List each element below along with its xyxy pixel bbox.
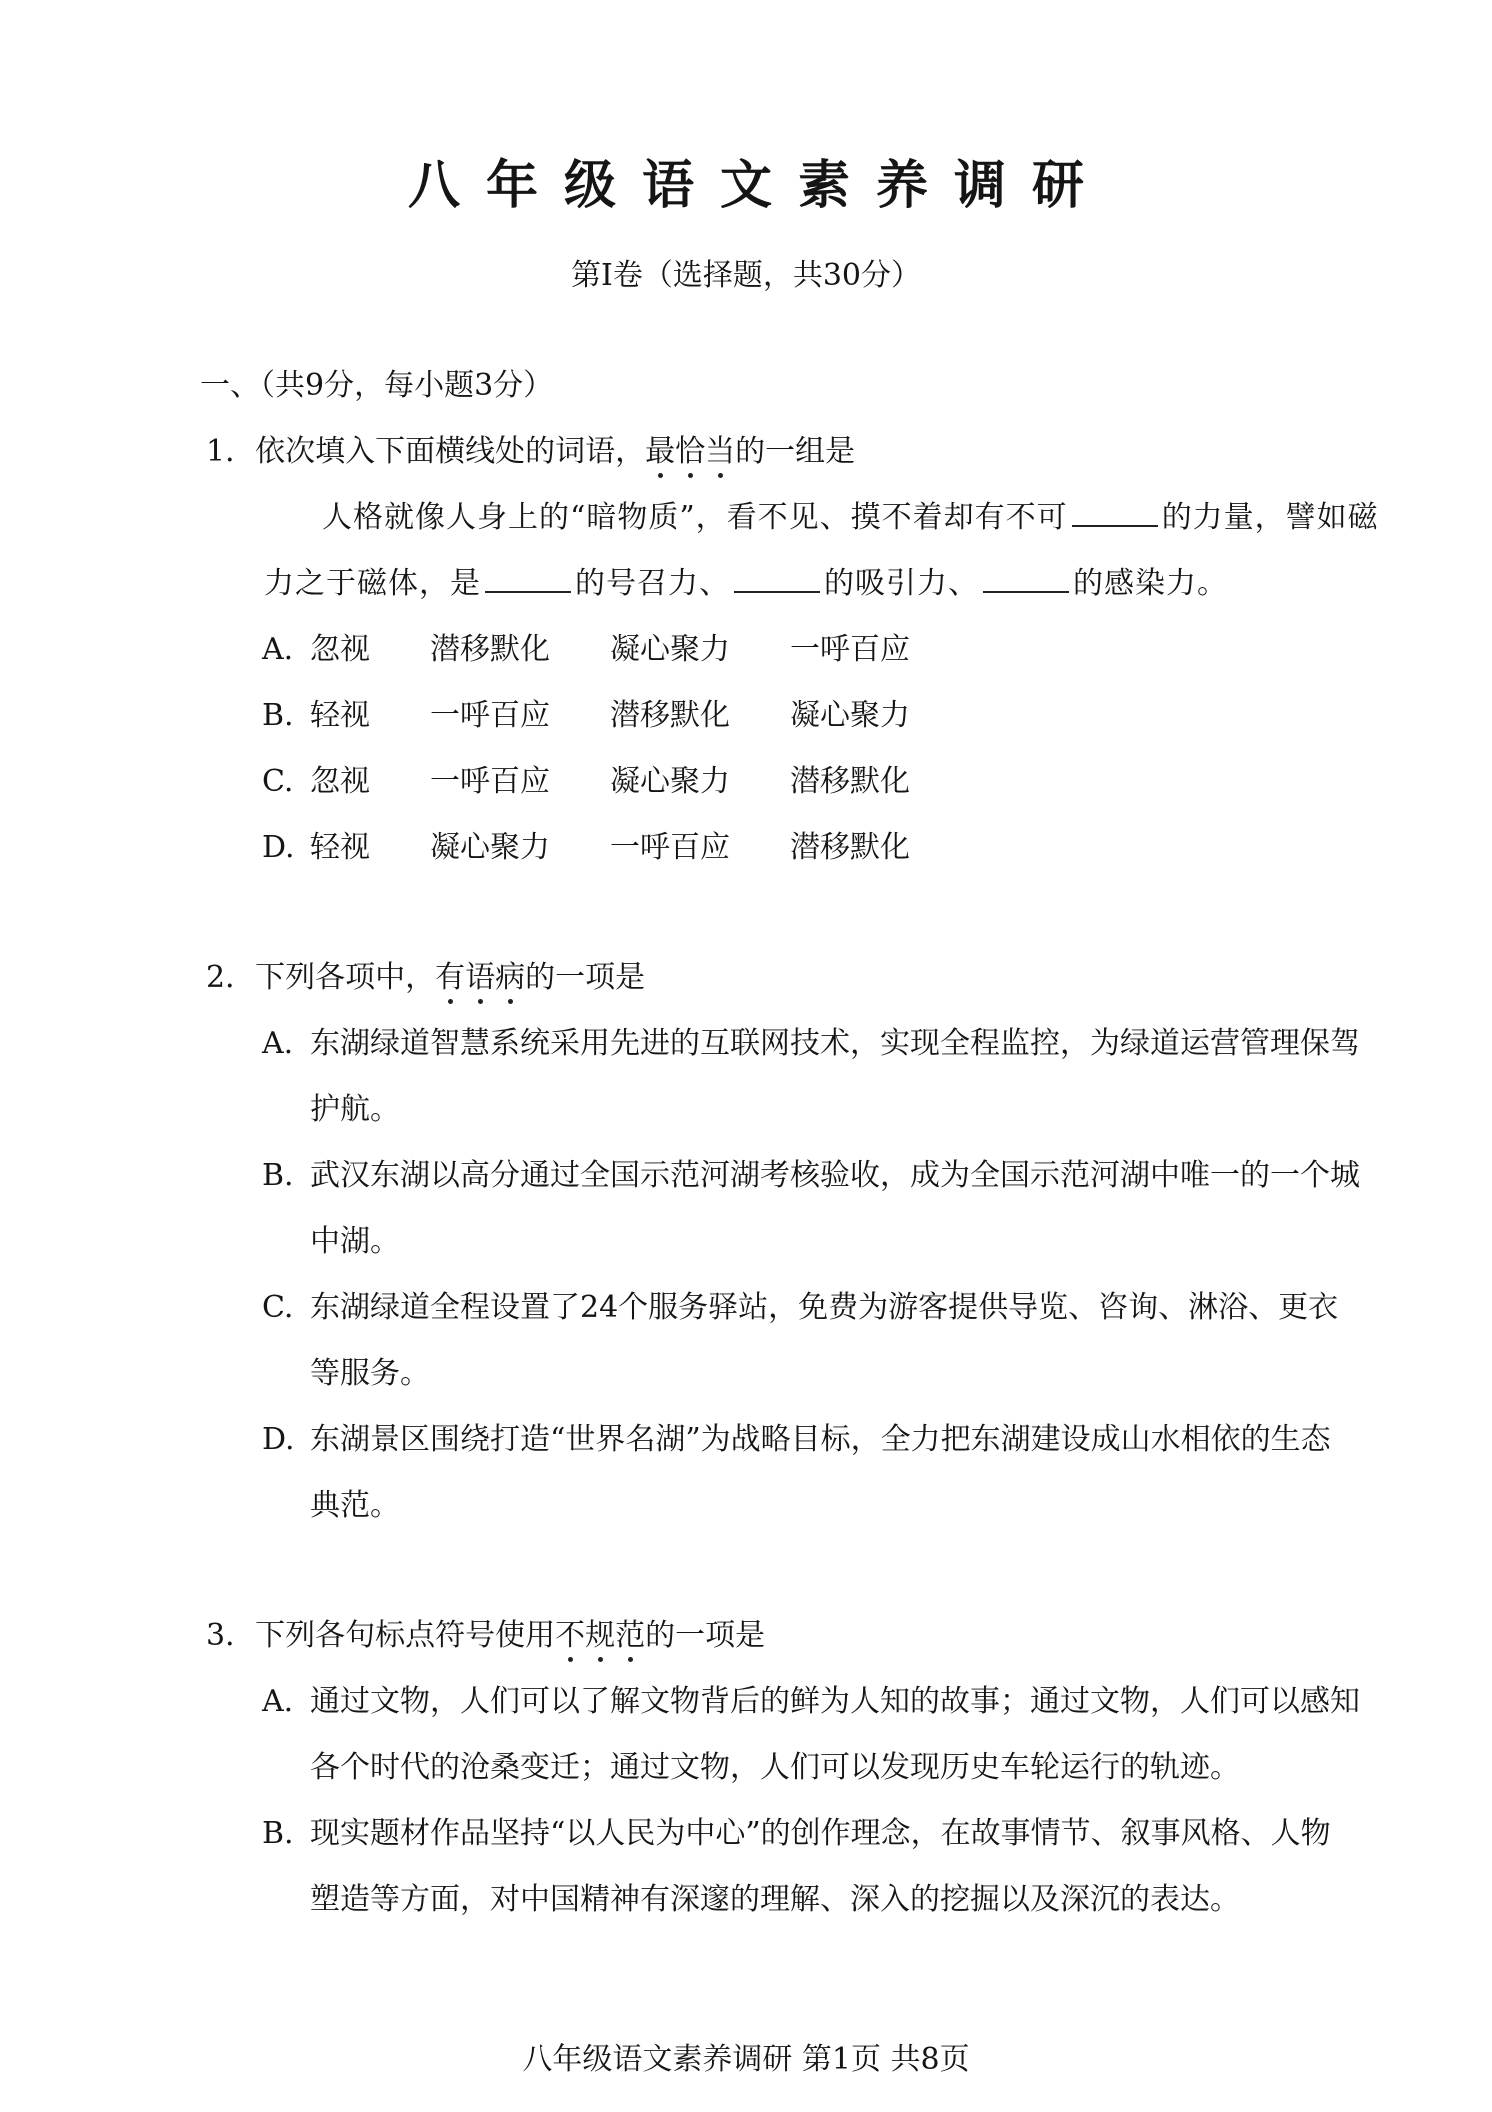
option-label: C. — [262, 1290, 294, 1325]
option-word: 潜移默化 — [790, 764, 910, 799]
option-line: 护航。 — [310, 1092, 400, 1127]
option-text: 东湖绿道智慧系统采用先进的互联网技术，实现全程监控，为绿道运营管理保驾 — [310, 1026, 1360, 1061]
option-row — [262, 762, 970, 802]
emphasis-char: 语 — [465, 960, 496, 995]
option-line: 典范。 — [310, 1488, 400, 1523]
option-line: 等服务。 — [310, 1356, 430, 1391]
option-word: 忽视 — [310, 632, 370, 667]
fill-blank — [983, 565, 1069, 593]
emphasis-char: 有 — [435, 960, 466, 995]
question-1-passage-line-2: 力之于磁体，是 的号召力、 的吸引力、 的感染力。 — [264, 566, 1228, 601]
option-label: D. — [262, 1422, 295, 1457]
option-line — [262, 1288, 1338, 1328]
option-word: 凝心聚力 — [790, 698, 910, 733]
option-word: 一呼百应 — [610, 830, 730, 865]
question-1-stem: 1．依次填入下面横线处的词语，最恰当的一组是 — [206, 434, 856, 469]
question-3-stem: 3．下列各句标点符号使用不规范的一项是 — [206, 1618, 766, 1653]
question-number: 1． — [206, 434, 256, 469]
option-word: 潜移默化 — [610, 698, 730, 733]
option-line — [262, 1420, 1331, 1460]
question-2-stem: 2．下列各项中，有语病的一项是 — [206, 960, 646, 995]
option-line: 塑造等方面，对中国精神有深邃的理解、深入的挖掘以及深沉的表达。 — [310, 1882, 1240, 1917]
section-heading: 一、（共9分，每小题3分） — [200, 368, 554, 403]
emphasis-char: 范 — [615, 1618, 646, 1653]
option-label: B. — [262, 1816, 294, 1851]
option-word: 凝心聚力 — [610, 632, 730, 667]
fill-blank — [485, 565, 571, 593]
option-line: 中湖。 — [310, 1224, 400, 1259]
option-label: A. — [262, 1684, 294, 1719]
emphasis-char: 当 — [705, 434, 736, 469]
fill-blank — [734, 565, 820, 593]
emphasis-char: 恰 — [675, 434, 706, 469]
question-1-passage-line-1: 人格就像人身上的“暗物质”，看不见、摸不着却有不可 的力量，譬如磁 — [322, 500, 1379, 535]
option-row — [262, 630, 970, 670]
option-word: 一呼百应 — [430, 698, 550, 733]
option-text: 现实题材作品坚持“以人民为中心”的创作理念，在故事情节、叙事风格、人物 — [310, 1816, 1331, 1851]
option-word: 一呼百应 — [790, 632, 910, 667]
option-text: 武汉东湖以高分通过全国示范河湖考核验收，成为全国示范河湖中唯一的一个城 — [310, 1158, 1360, 1193]
option-label: A. — [262, 632, 294, 667]
option-label: A. — [262, 1026, 294, 1061]
question-number: 2． — [206, 960, 256, 995]
option-word: 轻视 — [310, 698, 370, 733]
option-line — [262, 1156, 1360, 1196]
emphasis-char: 最 — [645, 434, 676, 469]
emphasis-char: 规 — [585, 1618, 616, 1653]
option-line: 各个时代的沧桑变迁；通过文物，人们可以发现历史车轮运行的轨迹。 — [310, 1750, 1240, 1785]
option-label: B. — [262, 1158, 294, 1193]
exam-subtitle: 第Ⅰ卷（选择题，共30分） — [570, 258, 922, 293]
option-line — [262, 1682, 1360, 1722]
option-text: 东湖景区围绕打造“世界名湖”为战略目标，全力把东湖建设成山水相依的生态 — [310, 1422, 1331, 1457]
option-word: 轻视 — [310, 830, 370, 865]
option-word: 潜移默化 — [430, 632, 550, 667]
option-line — [262, 1024, 1360, 1064]
option-word: 忽视 — [310, 764, 370, 799]
exam-title: 八年级语文素养调研 — [407, 155, 1110, 216]
option-line — [262, 1814, 1331, 1854]
option-word: 一呼百应 — [430, 764, 550, 799]
option-word: 潜移默化 — [790, 830, 910, 865]
option-word: 凝心聚力 — [610, 764, 730, 799]
emphasis-char: 病 — [495, 960, 526, 995]
option-text: 通过文物，人们可以了解文物背后的鲜为人知的故事；通过文物，人们可以感知 — [310, 1684, 1360, 1719]
option-label: B. — [262, 698, 294, 733]
page-footer: 八年级语文素养调研 第1页 共8页 — [522, 2042, 970, 2077]
fill-blank — [1072, 499, 1158, 527]
option-label: D. — [262, 830, 295, 865]
option-row — [262, 828, 970, 868]
question-number: 3． — [206, 1618, 256, 1653]
option-row — [262, 696, 970, 736]
option-word: 凝心聚力 — [430, 830, 550, 865]
emphasis-char: 不 — [555, 1618, 586, 1653]
option-text: 东湖绿道全程设置了24个服务驿站，免费为游客提供导览、咨询、淋浴、更衣 — [310, 1290, 1339, 1325]
option-label: C. — [262, 764, 294, 799]
